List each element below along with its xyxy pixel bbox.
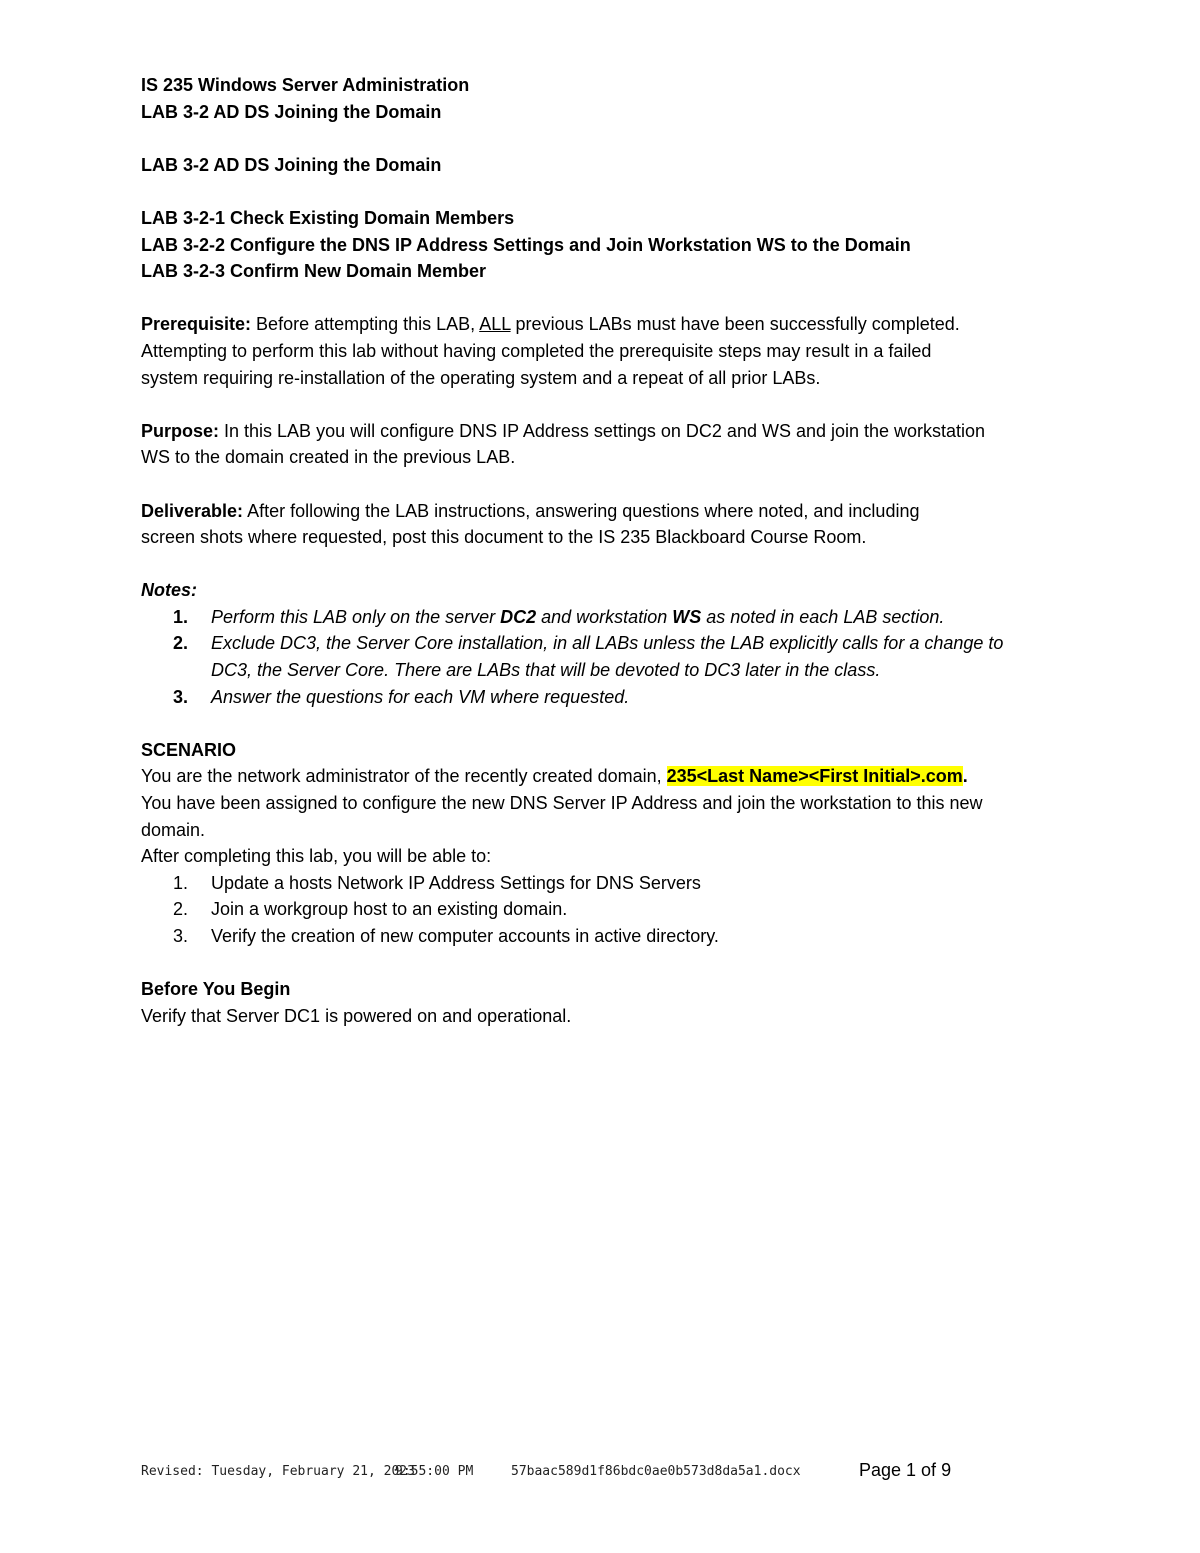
footer-filename: 57baac589d1f86bdc0ae0b573d8da5a1.docx bbox=[511, 1464, 801, 1479]
list-item-text: Verify the creation of new computer accounts in active directory. bbox=[211, 926, 719, 946]
objectives-list bbox=[141, 870, 1071, 950]
deliverable-line-1: After following the LAB instructions, answering questions where noted, and including bbox=[243, 500, 920, 521]
notes-item bbox=[141, 630, 1071, 683]
notes-item-text: Perform this LAB only on the server bbox=[211, 606, 501, 627]
scenario-text: You are the network administrator of the recently created domain, bbox=[141, 766, 667, 787]
list-number: 2. bbox=[173, 899, 189, 920]
footer-revised-date: Revised: Tuesday, February 21, 2023 bbox=[141, 1464, 415, 1479]
purpose-line-2: WS to the domain created in the previous LAB. bbox=[141, 447, 516, 468]
prerequisite-label: Prerequisite: bbox=[141, 314, 252, 335]
before-you-begin-text: Verify that Server DC1 is powered on and operational. bbox=[141, 1005, 572, 1026]
before-you-begin-title: Before You Begin bbox=[141, 979, 291, 1000]
footer-page-number: Page 1 of 9 bbox=[859, 1460, 952, 1480]
notes-item-bold: DC2 bbox=[500, 606, 537, 627]
purpose-line-1: In this LAB you will configure DNS IP Address settings on DC2 and WS and join the workstation bbox=[219, 420, 986, 441]
scenario-text: . bbox=[962, 766, 968, 787]
list-item bbox=[141, 923, 1071, 950]
list-number: 2. bbox=[173, 633, 189, 654]
list-item bbox=[141, 896, 1071, 923]
list-item-text: Update a hosts Network IP Address Settings for DNS Servers bbox=[211, 872, 701, 893]
notes-title: Notes: bbox=[141, 580, 198, 601]
document-body bbox=[141, 72, 1071, 1029]
notes-item bbox=[141, 684, 1071, 711]
deliverable-line-2: screen shots where requested, post this document to the IS 235 Blackboard Course Room. bbox=[141, 527, 867, 548]
section-heading-1: LAB 3-2-1 Check Existing Domain Members bbox=[141, 207, 515, 228]
purpose-label: Purpose: bbox=[141, 420, 220, 441]
scenario-line-1 bbox=[141, 763, 1071, 790]
prerequisite-line-3: system requiring re-installation of the operating system and a repeat of all prior LABs. bbox=[141, 367, 821, 388]
notes-item-text: Answer the questions for each VM where requested. bbox=[211, 686, 630, 707]
course-title: IS 235 Windows Server Administration bbox=[141, 75, 470, 95]
notes-item-text: Exclude DC3, the Server Core installation, in all LABs unless the LAB explicitly calls for a change to bbox=[211, 633, 1004, 654]
deliverable-label: Deliverable: bbox=[141, 500, 244, 521]
deliverable-paragraph bbox=[141, 498, 1071, 551]
notes-item-text: as noted in each LAB section. bbox=[701, 606, 945, 627]
document-title: LAB 3-2 AD DS Joining the Domain bbox=[141, 154, 442, 175]
scenario-line-2: You have been assigned to configure the new DNS Server IP Address and join the workstation to this new bbox=[141, 793, 983, 814]
scenario-intro: After completing this lab, you will be able to: bbox=[141, 846, 492, 867]
section-heading-3: LAB 3-2-3 Confirm New Domain Member bbox=[141, 261, 487, 282]
prerequisite-paragraph bbox=[141, 311, 1071, 391]
purpose-paragraph bbox=[141, 418, 1071, 471]
section-heading-2: LAB 3-2-2 Configure the DNS IP Address Settings and Join Workstation WS to the Domain bbox=[141, 234, 911, 255]
list-item bbox=[141, 870, 1071, 897]
notes-item-text: and workstation bbox=[536, 606, 673, 627]
list-number: 3. bbox=[173, 926, 189, 946]
prerequisite-emphasis: ALL bbox=[479, 314, 511, 335]
prerequisite-line-2: Attempting to perform this lab without having completed the prerequisite steps may result in a failed bbox=[141, 340, 932, 361]
page-footer bbox=[141, 1458, 1071, 1484]
list-number: 1. bbox=[173, 872, 189, 893]
list-item-text: Join a workgroup host to an existing domain. bbox=[211, 899, 568, 920]
list-number: 1. bbox=[173, 606, 189, 627]
notes-item bbox=[141, 604, 1071, 631]
prerequisite-text-end: previous LABs must have been successfully completed. bbox=[510, 314, 960, 335]
prerequisite-text: Before attempting this LAB, bbox=[251, 314, 480, 335]
notes-list bbox=[141, 604, 1071, 710]
lab-title-header: LAB 3-2 AD DS Joining the Domain bbox=[141, 101, 442, 122]
notes-item-text: DC3, the Server Core. There are LABs that will be devoted to DC3 later in the class. bbox=[211, 660, 881, 681]
scenario-line-3: domain. bbox=[141, 819, 206, 840]
notes-item-bold: WS bbox=[672, 606, 702, 627]
list-number: 3. bbox=[173, 686, 189, 707]
scenario-title: SCENARIO bbox=[141, 739, 237, 760]
footer-time: 9:55:00 PM bbox=[395, 1464, 474, 1479]
domain-highlight: 235<Last Name><First Initial>.com bbox=[666, 766, 963, 787]
